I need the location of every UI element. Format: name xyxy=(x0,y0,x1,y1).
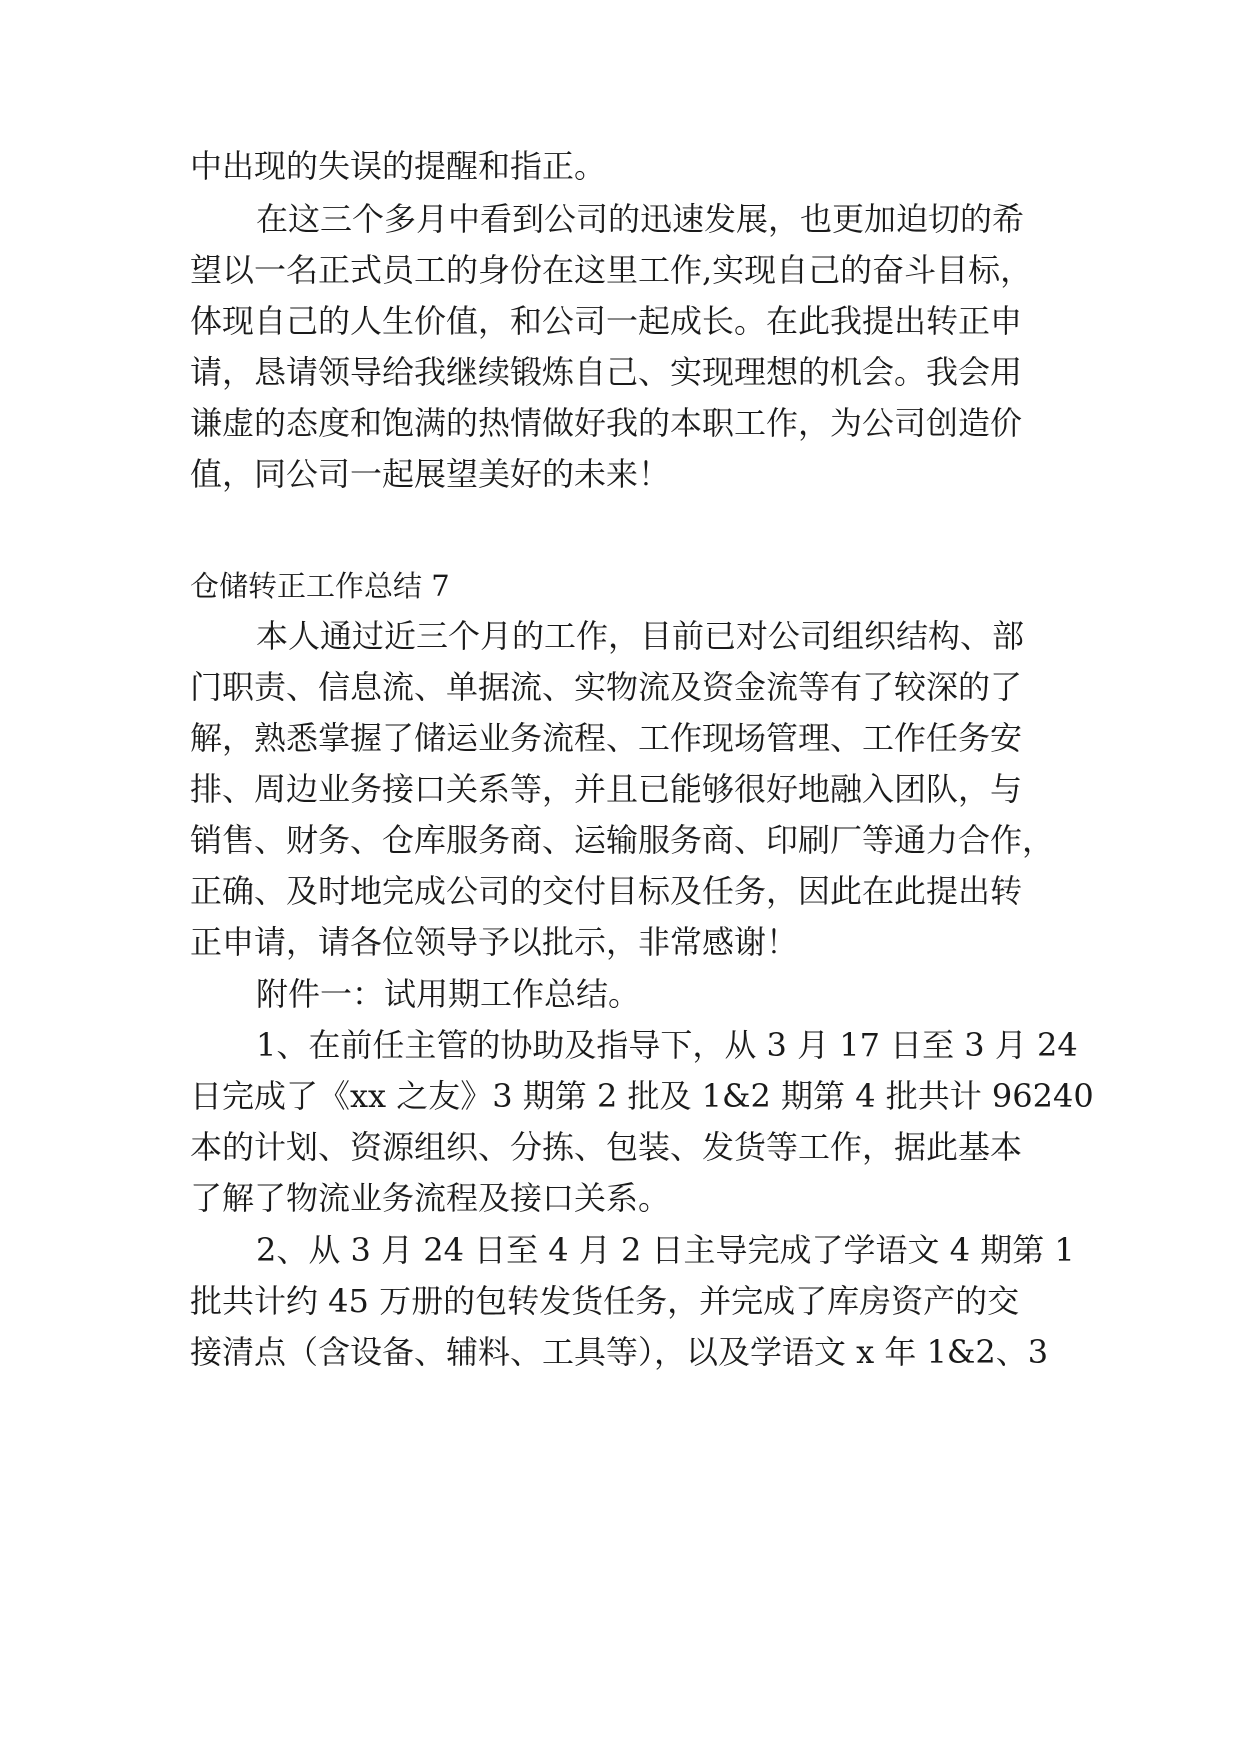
list-item-first-line: 1、在前任主管的协助及指导下，从 3 月 17 日至 3 月 24 xyxy=(256,1026,1078,1064)
text-line: 中出现的失误的提醒和指正。 xyxy=(190,147,607,185)
text-line: 体现自己的人生价值，和公司一起成长。在此我提出转正申 xyxy=(190,302,1023,340)
section-title: 仓储转正工作总结 7 xyxy=(190,569,450,603)
text-line: 请，恳请领导给我继续锻炼自己、实现理想的机会。我会用 xyxy=(190,353,1023,391)
text-line: 排、周边业务接口关系等，并且已能够很好地融入团队，与 xyxy=(190,770,1023,808)
text-line: 本的计划、资源组织、分拣、包装、发货等工作，据此基本 xyxy=(190,1128,1023,1166)
text-line: 望以一名正式员工的身份在这里工作,实现自己的奋斗目标， xyxy=(190,251,1033,289)
text-line: 销售、财务、仓库服务商、运输服务商、印刷厂等通力合作， xyxy=(190,821,1055,859)
text-line: 谦虚的态度和饱满的热情做好我的本职工作，为公司创造价 xyxy=(190,404,1023,442)
text-line: 接清点（含设备、辅料、工具等），以及学语文 x 年 1&2、3 xyxy=(190,1333,1049,1371)
text-line: 值，同公司一起展望美好的未来！ xyxy=(190,455,671,493)
text-line: 正申请，请各位领导予以批示，非常感谢！ xyxy=(190,923,799,961)
paragraph-first-line: 在这三个多月中看到公司的迅速发展，也更加迫切的希 xyxy=(256,200,1025,238)
text-line: 正确、及时地完成公司的交付目标及任务，因此在此提出转 xyxy=(190,872,1023,910)
text-line: 批共计约 45 万册的包转发货任务，并完成了库房资产的交 xyxy=(190,1282,1020,1320)
text-line: 门职责、信息流、单据流、实物流及资金流等有了较深的了 xyxy=(190,668,1023,706)
text-line: 了解了物流业务流程及接口关系。 xyxy=(190,1179,671,1217)
text-line: 解，熟悉掌握了储运业务流程、工作现场管理、工作任务安 xyxy=(190,719,1023,757)
text-line: 日完成了《xx 之友》3 期第 2 批及 1&2 期第 4 批共计 96240 xyxy=(190,1077,1094,1115)
list-item-first-line: 2、从 3 月 24 日至 4 月 2 日主导完成了学语文 4 期第 1 xyxy=(256,1231,1075,1269)
paragraph-first-line: 本人通过近三个月的工作，目前已对公司组织结构、部 xyxy=(256,617,1025,655)
attachment-title: 附件一：试用期工作总结。 xyxy=(256,975,641,1013)
